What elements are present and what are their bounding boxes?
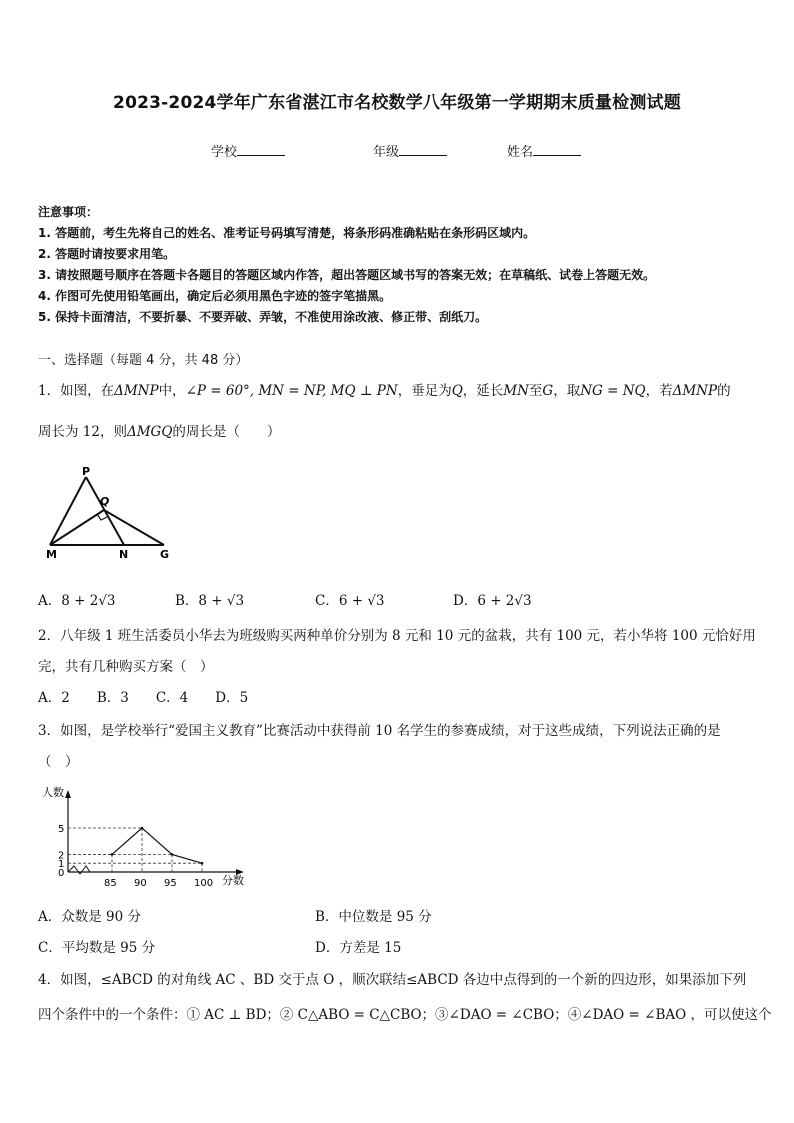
note-item: 4. 作图可先使用铅笔画出，确定后必须用黑色字迹的签字笔描黑。 xyxy=(38,289,392,303)
name-field xyxy=(507,141,581,160)
series-line xyxy=(112,828,202,863)
page-title: 2023-2024学年广东省湛江市名校数学八年级第一学期期末质量检测试题 xyxy=(113,93,681,113)
y-axis-label: 人数 xyxy=(42,786,64,799)
data-point xyxy=(141,827,144,830)
triangle-figure xyxy=(40,465,180,565)
x-tick-label: 90 xyxy=(134,878,147,889)
question-4-line-2: 四个条件中的一个条件：① AC ⊥ BD；② C△ABO = C△CBO；③∠DAO = ∠CBO；④∠DAO = ∠BAO ，可以使这个 xyxy=(38,1007,772,1023)
question-2-line-1: 2．八年级 1 班生活委员小华去为班级购买两种单价分别为 8 元和 10 元的盆栽，共有 100 元，若小华将 100 元恰好用 xyxy=(38,628,756,644)
question-1-line-1: 1．如图，在ΔMNP中，∠P = 60°, MN = NP, MQ ⊥ PN，垂足为Q，延长MN至G，取NG = NQ，若ΔMNP的 xyxy=(38,383,731,399)
label-q: Q xyxy=(100,495,110,508)
label-n: N xyxy=(119,548,129,561)
school-blank xyxy=(237,143,285,156)
axis-break xyxy=(68,866,90,874)
notes-title: 注意事项： xyxy=(38,205,99,219)
q1-option-a: A．8 + 2√3 xyxy=(38,593,116,609)
x-tick-label: 95 xyxy=(164,878,177,889)
x-tick-label: 85 xyxy=(104,878,117,889)
section-heading: 一、选择题（每题 4 分，共 48 分） xyxy=(38,353,249,368)
question-2-line-2: 完，共有几种购买方案（ ） xyxy=(38,659,214,675)
grade-blank xyxy=(399,143,447,156)
question-1-line-2: 周长为 12，则ΔMGQ的周长是（ ） xyxy=(38,424,281,440)
score-line-chart xyxy=(30,782,260,894)
q3-option-c: C．平均数是 95 分 xyxy=(38,940,156,956)
y-tick-label: 1 xyxy=(58,859,65,871)
question-2-options: A．2 B．3 C．4 D．5 xyxy=(38,690,249,706)
x-tick-label: 100 xyxy=(194,878,214,889)
name-label: 姓名 xyxy=(507,145,534,160)
segment-qg xyxy=(104,510,164,545)
data-point xyxy=(111,853,114,856)
q3-option-d: D．方差是 15 xyxy=(315,940,402,956)
q1-option-d: D．6 + 2√3 xyxy=(453,593,532,609)
right-angle-mark xyxy=(97,514,107,520)
label-p: P xyxy=(82,465,91,478)
label-m: M xyxy=(46,548,57,561)
question-3-line-2: （ ） xyxy=(38,754,79,770)
segment-mq xyxy=(50,510,104,545)
name-blank xyxy=(533,143,581,156)
x-axis-label: 分数 xyxy=(222,874,244,887)
note-item: 3. 请按照题号顺序在答题卡各题目的答题区域内作答，超出答题区域书写的答案无效；在草稿纸、试卷上答题无效。 xyxy=(38,268,656,282)
y-tick-label: 5 xyxy=(58,824,65,835)
data-point xyxy=(201,862,204,865)
school-label: 学校 xyxy=(211,145,238,160)
data-point xyxy=(171,853,174,856)
grade-label: 年级 xyxy=(373,145,400,160)
label-g: G xyxy=(160,548,170,561)
y-axis-arrow xyxy=(65,790,71,798)
grade-field xyxy=(373,141,447,160)
note-item: 2. 答题时请按要求用笔。 xyxy=(38,247,176,261)
q3-option-a: A．众数是 90 分 xyxy=(38,909,142,925)
y-tick-label: 2 xyxy=(58,850,65,862)
note-item: 5. 保持卡面清洁，不要折暴、不要弄破、弄皱，不准使用涂改液、修正带、刮纸刀。 xyxy=(38,310,488,324)
note-item: 1. 答题前，考生先将自己的姓名、准考证号码填写清楚，将条形码准确粘贴在条形码区域内。 xyxy=(38,226,536,240)
q1-option-b: B．8 + √3 xyxy=(175,593,245,609)
q3-option-b: B．中位数是 95 分 xyxy=(315,909,432,925)
question-3-line-1: 3．如图，是学校举行“爱国主义教育”比赛活动中获得前 10 名学生的参赛成绩，对于这些成绩，下列说法正确的是 xyxy=(38,723,721,739)
y-tick-label: 0 xyxy=(58,868,65,879)
q1-option-c: C．6 + √3 xyxy=(315,593,385,609)
school-field xyxy=(211,141,285,160)
question-4-line-1: 4．如图，≤ABCD 的对角线 AC 、BD 交于点 O ，顺次联结≤ABCD 各边中点得到的一个新的四边形，如果添加下列 xyxy=(38,972,747,988)
segment-mp xyxy=(50,477,86,545)
